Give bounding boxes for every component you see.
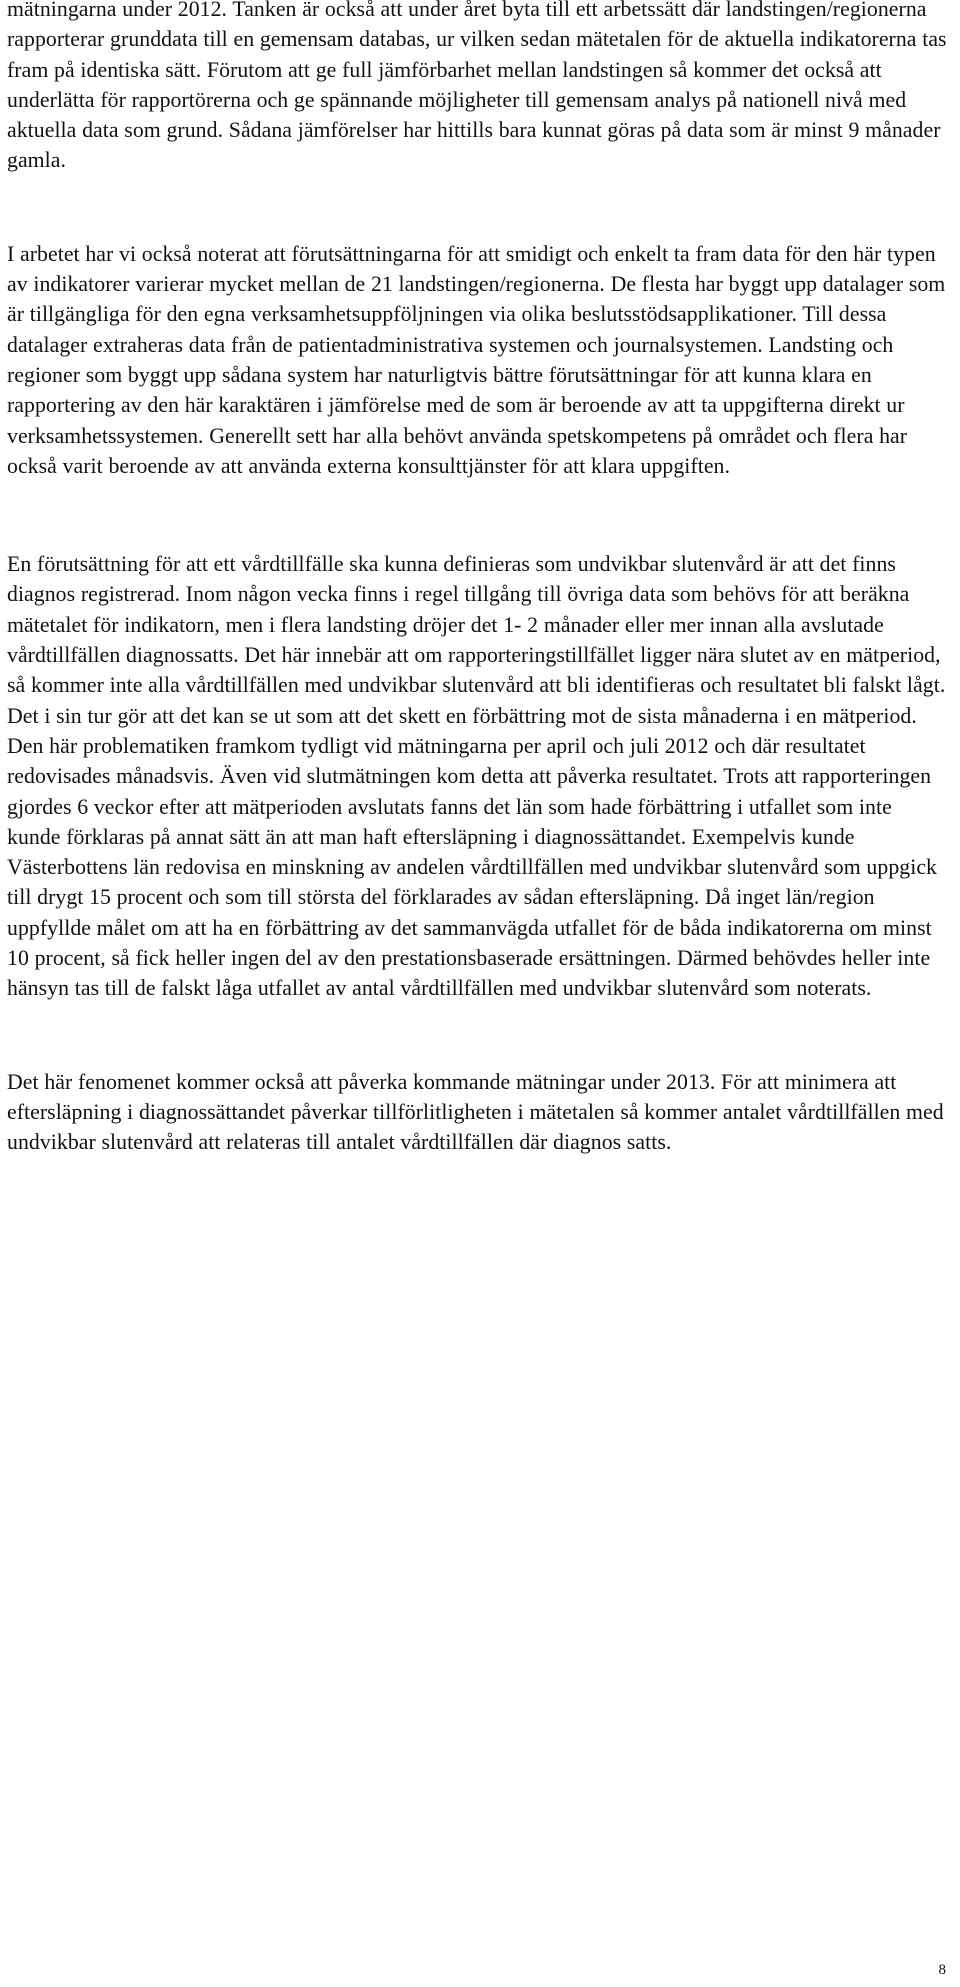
paragraph-1: mätningarna under 2012. Tanken är också att under året byta till ett arbetssätt där landstingen/regionerna rapporterar grunddata till en gemensam databas, ur vilken sedan mätetalen för de aktuella indikatorerna tas fram på identiska sätt. Förutom att ge full jämförbarhet mellan landstingen så kommer det också att underlätta för rapportörerna och ge spännande möjligheter till gemensam analys på nationell nivå med aktuella data som grund. Sådana jämförelser har hittills bara kunnat göras på data som är minst 9 månader gamla.: [7, 0, 947, 173]
page-number: 8: [938, 1962, 946, 1978]
paragraph-2: I arbetet har vi också noterat att förutsättningarna för att smidigt och enkelt ta fram data för den här typen av indikatorer varierar mycket mellan de 21 landstingen/regionerna. De flesta har byggt upp datalager som är tillgängliga för den egna verksamhetsuppföljningen via olika beslutsstödsapplikationer. Till dessa datalager extraheras data från de patientadministrativa systemen och journalsystemen. Landsting och regioner som byggt upp sådana system har naturligtvis bättre förutsättningar för att kunna klara en rapportering av den här karaktären i jämförelse med de som är beroende av att ta uppgifterna direkt ur verksamhetssystemen. Generellt sett har alla behövt använda spetskompetens på området och flera har också varit beroende av att använda externa konsulttjänster för att klara uppgiften.: [7, 241, 946, 478]
paragraph-3: En förutsättning för att ett vårdtillfälle ska kunna definieras som undvikbar slutenvård är att det finns diagnos registrerad. Inom någon vecka finns i regel tillgång till övriga data som behövs för att beräkna mätetalet för indikatorn, men i flera landsting dröjer det 1- 2 månader eller mer innan alla avslutade vårdtillfällen diagnossatts. Det här innebär att om rapporteringstillfället ligger nära slutet av en mätperiod, så kommer inte alla vårdtillfällen med undvikbar slutenvård att bli identifieras och resultatet bli falskt lågt. Det i sin tur gör att det kan se ut som att det skett en förbättring mot de sista månaderna i en mätperiod. Den här problematiken framkom tydligt vid mätningarna per april och juli 2012 och där resultatet redovisades månadsvis. Även vid slutmätningen kom detta att påverka resultatet. Trots att rapporteringen gjordes 6 veckor efter att mätperioden avslutats fanns det län som hade förbättring i utfallet som inte kunde förklaras på annat sätt än att man haft eftersläpning i diagnossättandet. Exempelvis kunde Västerbottens län redovisa en minskning av andelen vårdtillfällen med undvikbar slutenvård som uppgick till drygt 15 procent och som till största del förklarades av sådan eftersläpning. Då inget län/region uppfyllde målet om att ha en förbättring av det sammanvägda utfallet för de båda indikatorerna om minst 10 procent, så fick heller ingen del av den prestationsbaserade ersättningen. Därmed behövdes heller inte hänsyn tas till de falskt låga utfallet av antal vårdtillfällen med undvikbar slutenvård som noterats.: [7, 552, 946, 1001]
document-body: [7, 0, 951, 1158]
paragraph-4: Det här fenomenet kommer också att påverka kommande mätningar under 2013. För att minimera att eftersläpning i diagnossättandet påverkar tillförlitligheten i mätetalen så kommer antalet vårdtillfällen med undvikbar slutenvård att relateras till antalet vårdtillfällen där diagnos satts.: [7, 1069, 944, 1155]
